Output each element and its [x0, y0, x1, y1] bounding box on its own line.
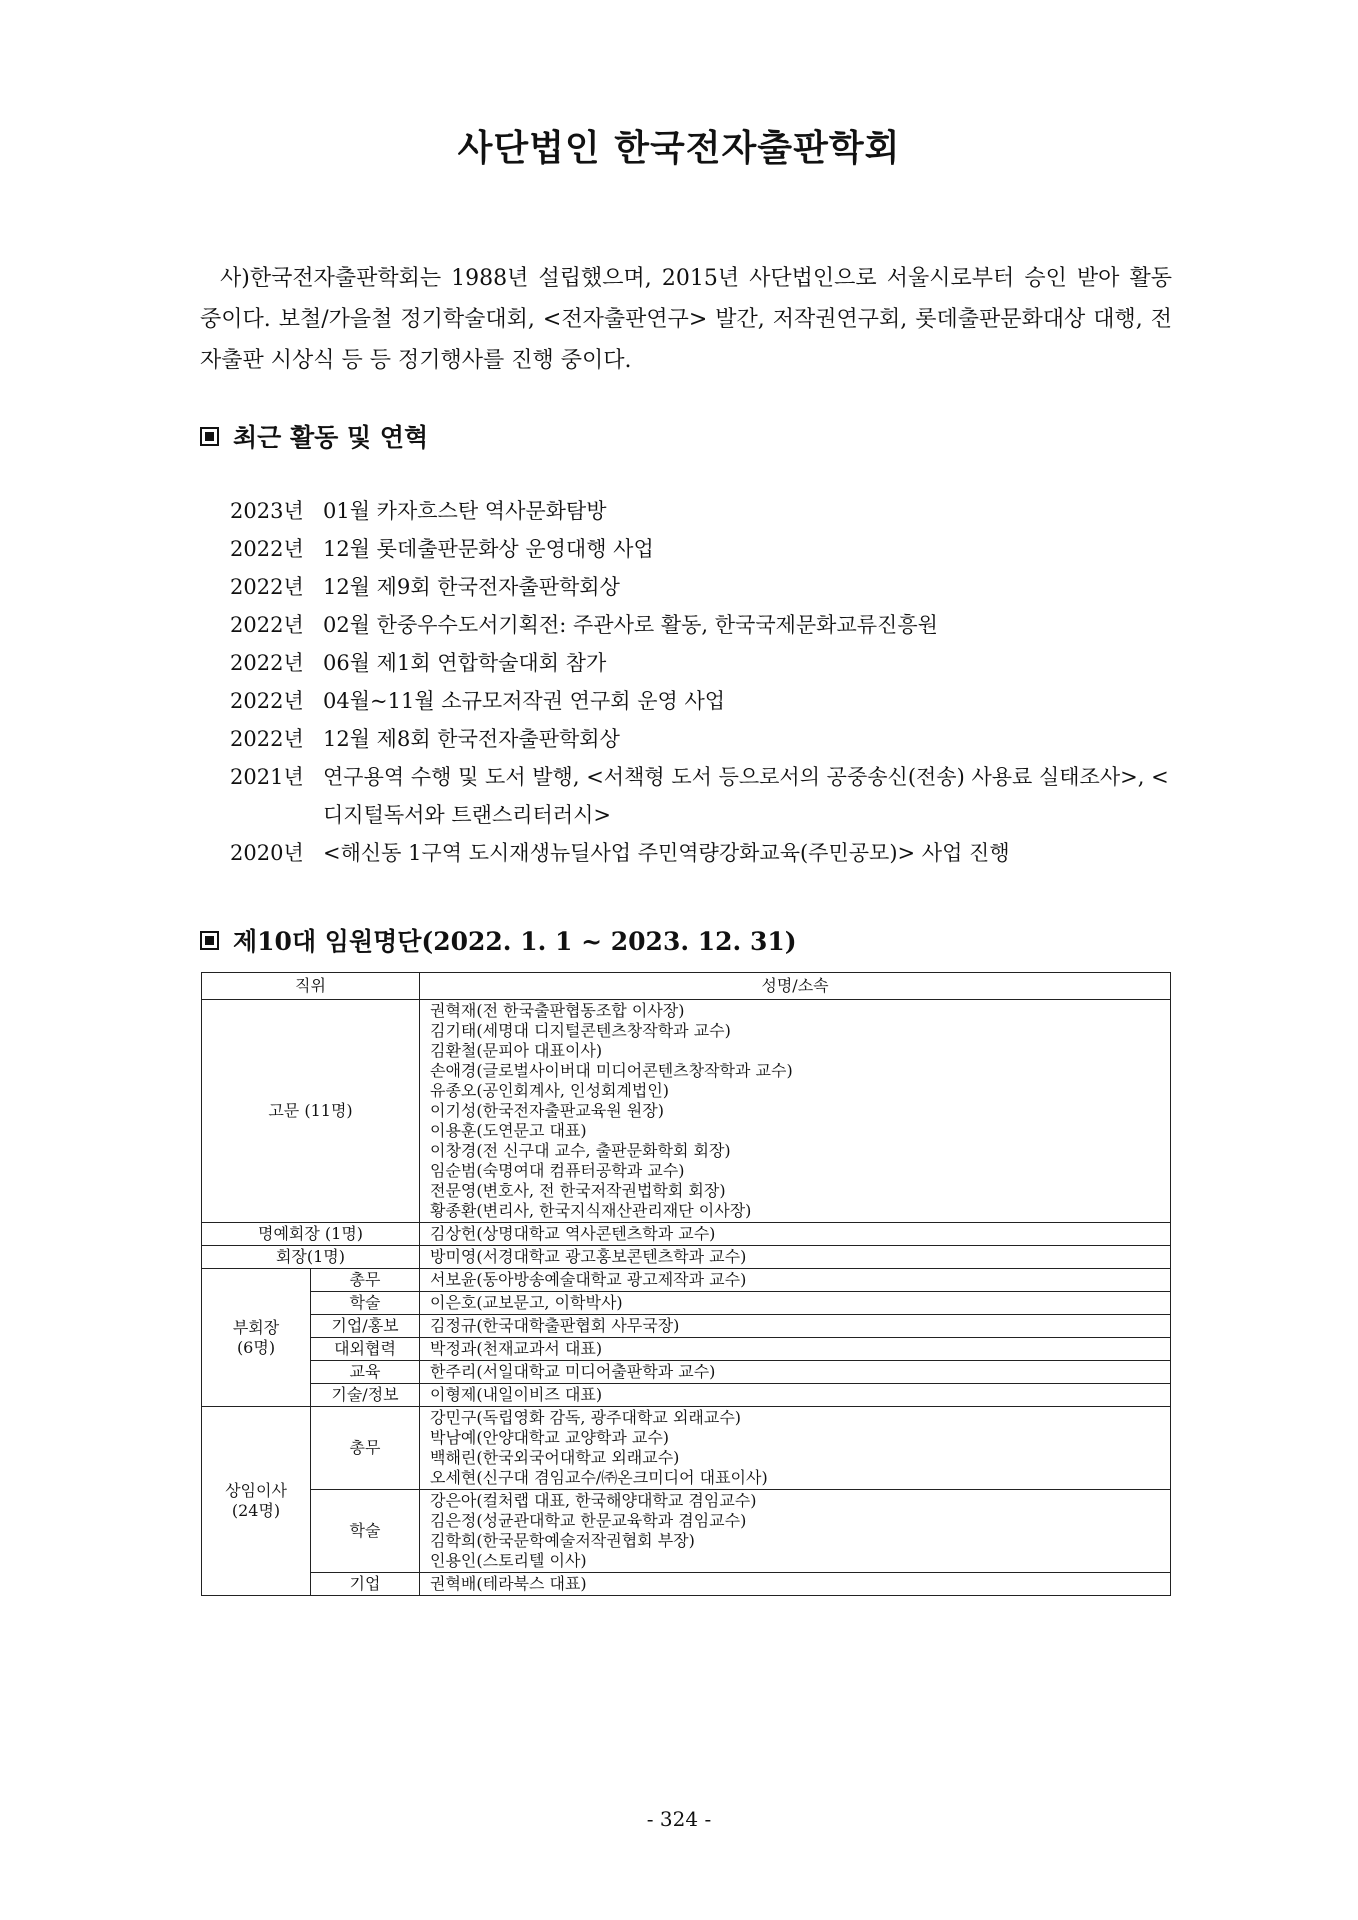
history-item	[230, 834, 1170, 872]
table-row	[202, 1361, 1171, 1384]
names-cell	[420, 1000, 1171, 1223]
table-row	[202, 1269, 1171, 1292]
names-cell	[420, 1407, 1171, 1490]
history-item	[230, 606, 1170, 644]
history-text: <해신동 1구역 도시재생뉴딜사업 주민역량강화교육(주민공모)> 사업 진행	[323, 841, 1010, 865]
role-cell: 기술/정보	[311, 1384, 420, 1407]
history-list	[230, 492, 1170, 872]
names-cell: 한주리(서일대학교 미디어출판학과 교수)	[420, 1361, 1171, 1384]
role-cell: 학술	[311, 1490, 420, 1573]
names-cell: 서보윤(동아방송예술대학교 광고제작과 교수)	[420, 1269, 1171, 1292]
position-label: 상임이사	[225, 1481, 287, 1500]
history-item	[230, 682, 1170, 720]
position-cell	[202, 1269, 311, 1407]
history-item	[230, 568, 1170, 606]
table-row	[202, 1407, 1171, 1490]
table-row	[202, 1315, 1171, 1338]
names-cell: 이형제(내일이비즈 대표)	[420, 1384, 1171, 1407]
member-name: 이창경(전 신구대 교수, 출판문화학회 회장)	[430, 1141, 731, 1160]
table-row	[202, 1573, 1171, 1596]
table-row	[202, 1490, 1171, 1573]
history-year: 2022년	[230, 613, 304, 637]
history-item	[230, 720, 1170, 758]
history-text: 01월 카자흐스탄 역사문화탐방	[323, 499, 607, 523]
history-text: 12월 롯데출판문화상 운영대행 사업	[323, 537, 654, 561]
member-name: 박남예(안양대학교 교양학과 교수)	[430, 1428, 670, 1447]
table-header-row	[202, 973, 1171, 1000]
section-heading-label: 최근 활동 및 연혁	[233, 423, 429, 452]
table-row	[202, 1338, 1171, 1361]
member-name: 황종환(변리사, 한국지식재산관리재단 이사장)	[430, 1201, 752, 1220]
history-year: 2020년	[230, 841, 304, 865]
history-text: 12월 제8회 한국전자출판학회상	[323, 727, 620, 751]
position-cell	[202, 1407, 311, 1596]
history-year: 2022년	[230, 651, 304, 675]
section-heading-officers	[200, 922, 797, 958]
position-cell: 고문 (11명)	[202, 1000, 420, 1223]
names-cell	[420, 1573, 1171, 1596]
member-name: 이기성(한국전자출판교육원 원장)	[430, 1101, 664, 1120]
officers-table	[201, 972, 1171, 1596]
square-bullet-icon	[200, 427, 219, 446]
member-name: 김환철(문피아 대표이사)	[430, 1041, 603, 1060]
member-name: 손애경(글로벌사이버대 미디어콘텐츠창작학과 교수)	[430, 1061, 793, 1080]
names-cell: 방미영(서경대학교 광고홍보콘텐츠학과 교수)	[420, 1246, 1171, 1269]
names-cell	[420, 1490, 1171, 1573]
role-cell: 교육	[311, 1361, 420, 1384]
section-heading-label: 제10대 임원명단(2022. 1. 1 ~ 2023. 12. 31)	[233, 927, 797, 956]
member-name: 권혁배(테라북스 대표)	[430, 1574, 587, 1593]
history-year: 2022년	[230, 727, 304, 751]
history-year: 2023년	[230, 499, 304, 523]
history-item	[230, 644, 1170, 682]
table-row	[202, 1384, 1171, 1407]
member-name: 인용인(스토리텔 이사)	[430, 1551, 587, 1570]
role-cell: 기업/홍보	[311, 1315, 420, 1338]
position-count: (24명)	[231, 1501, 281, 1520]
page-number: - 324 -	[646, 1807, 712, 1831]
intro-paragraph: 사)한국전자출판학회는 1988년 설립했으며, 2015년 사단법인으로 서울시로부터 승인 받아 활동 중이다. 보철/가을철 정기학술대회, <전자출판연구> 발간, 저작권연구회, 롯데출판문화대상 대행, 전자출판 시상식 등 등 정기행사를 진행 중이다.	[200, 266, 1172, 373]
position-cell: 명예회장 (1명)	[202, 1223, 420, 1246]
history-text: 02월 한중우수도서기획전: 주관사로 활동, 한국국제문화교류진흥원	[323, 613, 938, 637]
history-year: 2022년	[230, 689, 304, 713]
history-item	[230, 492, 1170, 530]
history-text: 12월 제9회 한국전자출판학회상	[323, 575, 620, 599]
table-row	[202, 1000, 1171, 1223]
names-cell: 이은호(교보문고, 이학박사)	[420, 1292, 1171, 1315]
member-name: 오세현(신구대 겸임교수/㈜온크미디어 대표이사)	[430, 1468, 768, 1487]
square-bullet-icon	[200, 931, 219, 950]
table-row	[202, 1292, 1171, 1315]
header-position: 직위	[202, 973, 420, 1000]
member-name: 김은정(성균관대학교 한문교육학과 겸임교수)	[430, 1511, 747, 1530]
history-text: 연구용역 수행 및 도서 발행, <서책형 도서 등으로서의 공중송신(전송) 사용료 실태조사>, <디지털독서와 트랜스리터러시>	[323, 765, 1169, 827]
position-label: 부회장	[232, 1317, 280, 1337]
table-row	[202, 1246, 1171, 1269]
member-name: 임순범(숙명여대 컴퓨터공학과 교수)	[430, 1161, 685, 1180]
history-year: 2022년	[230, 537, 304, 561]
role-cell: 학술	[311, 1292, 420, 1315]
table-row	[202, 1223, 1171, 1246]
member-name: 김학희(한국문학예술저작권협회 부장)	[430, 1531, 695, 1550]
role-cell: 총무	[311, 1269, 420, 1292]
history-text: 04월~11월 소규모저작권 연구회 운영 사업	[323, 689, 726, 713]
history-year: 2021년	[230, 765, 304, 789]
role-cell: 대외협력	[311, 1338, 420, 1361]
page-title: 사단법인 한국전자출판학회	[457, 127, 901, 169]
names-cell: 김상헌(상명대학교 역사콘텐츠학과 교수)	[420, 1223, 1171, 1246]
member-name: 강은아(컬처랩 대표, 한국해양대학교 겸임교수)	[430, 1491, 757, 1510]
member-name: 이용훈(도연문고 대표)	[430, 1121, 587, 1140]
member-name: 강민구(독립영화 감독, 광주대학교 외래교수)	[430, 1408, 742, 1427]
header-name: 성명/소속	[420, 973, 1171, 1000]
position-cell: 회장(1명)	[202, 1246, 420, 1269]
history-text: 06월 제1회 연합학술대회 참가	[323, 651, 607, 675]
member-name: 전문영(변호사, 전 한국저작권법학회 회장)	[430, 1181, 726, 1200]
member-name: 김기태(세명대 디지털콘텐츠창작학과 교수)	[430, 1021, 731, 1040]
position-count: (6명)	[236, 1337, 276, 1357]
names-cell: 박정과(천재교과서 대표)	[420, 1338, 1171, 1361]
member-name: 유종오(공인회계사, 인성회계법인)	[430, 1081, 670, 1100]
member-name: 백해린(한국외국어대학교 외래교수)	[430, 1448, 680, 1467]
role-cell: 총무	[311, 1407, 420, 1490]
member-name: 권혁재(전 한국출판협동조합 이사장)	[430, 1001, 685, 1020]
section-heading-history	[200, 418, 428, 454]
history-item	[230, 530, 1170, 568]
names-cell: 김정규(한국대학출판협회 사무국장)	[420, 1315, 1171, 1338]
history-item	[230, 758, 1170, 834]
history-year: 2022년	[230, 575, 304, 599]
role-cell: 기업	[311, 1573, 420, 1596]
